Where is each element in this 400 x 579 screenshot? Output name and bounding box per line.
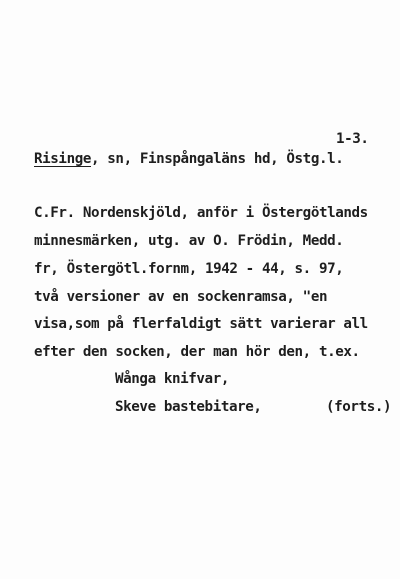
verse-line: Skeve bastebitare,	[115, 399, 262, 415]
card-number: 1-3.	[336, 131, 369, 147]
place-details: , sn, Finspångaläns hd, Östg.l.	[91, 151, 344, 167]
continued-note: (forts.)	[326, 399, 392, 415]
verse-line: Wånga knifvar,	[115, 371, 229, 387]
place-heading	[34, 150, 343, 168]
text-line: minnesmärken, utg. av O. Frödin, Medd.	[34, 233, 344, 249]
text-line: visa,som på flerfaldigt sätt varierar all	[34, 316, 368, 332]
text-line: efter den socken, der man hör den, t.ex.	[34, 344, 360, 360]
place-name: Risinge	[34, 151, 91, 167]
text-line: två versioner av en sockenramsa, "en	[34, 289, 328, 305]
text-line: C.Fr. Nordenskjöld, anför i Östergötlands	[34, 205, 368, 221]
text-line: fr, Östergötl.fornm, 1942 - 44, s. 97,	[34, 261, 344, 277]
